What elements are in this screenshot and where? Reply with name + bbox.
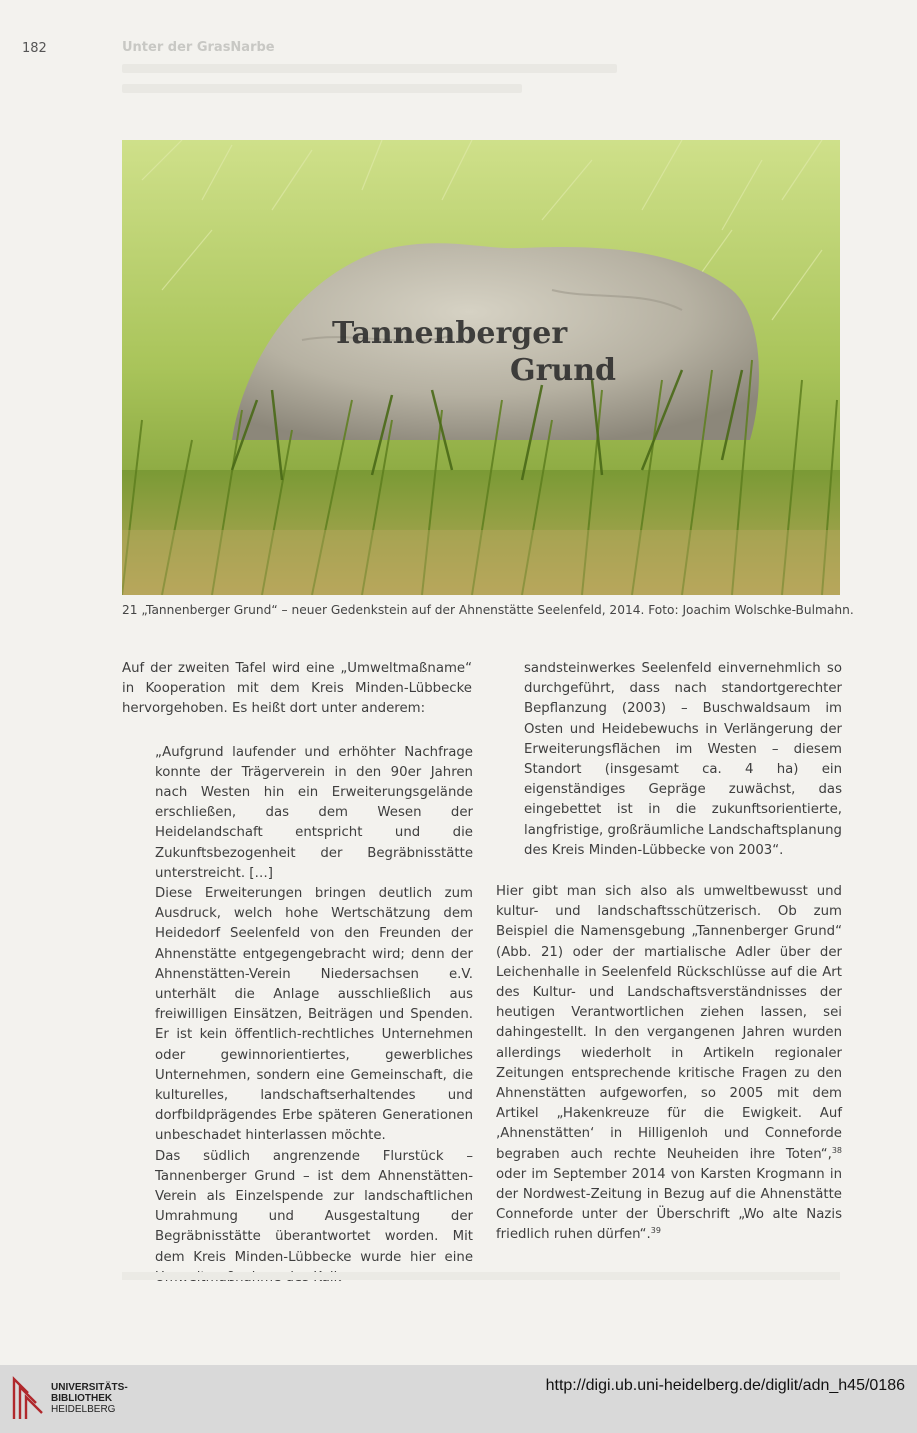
library-name-line: BIBLIOTHEK [51,1393,113,1404]
bleed-through-line [122,1272,840,1280]
library-footer [0,1365,917,1433]
quote-continuation: sandsteinwerkes Seelenfeld einvernehmlich so durchgeführt, dass nach standortgerechter Bepflanzung (2003) – Buschwaldsaum im Osten und Heidebewuchs in Verlängerung der Erweiterungsflächen im Westen – diesem Standort (insgesamt ca. 4 ha) ein eigenständiges Gepräge zuwächst, das eingebettet ist in die zukunftsorientierte, langfristige, großräumliche Landschaftsplanung des Kreis Minden-Lübbecke von 2003“. [524,661,842,858]
quote-paragraph: Das südlich angrenzende Flurstück – Tannenberger Grund – ist dem Ahnenstätten-Verein als Einzelspende zur landschaftlichen Umrahmung und Ausgestaltung der Begräbnisstätte überantwortet worden. Mit dem Kreis Minden-Lübbecke wurde hier eine [155,1148,473,1265]
running-title: Unter der GrasNarbe [122,40,275,55]
quote-paragraph: „Aufgrund laufender und erhöhter Nachfrage konnte der Trägerverein in den 90er Jahren nach Westen hin ein Erweiterungsgelände erschließen, das dem Wesen der Heidelandschaft entspricht und die Zukunftsbezogenheit der Begräbnisstätte unterstreicht. […] [155,744,473,881]
figure-caption: 21 „Tannenberger Grund“ – neuer Gedenkstein auf der Ahnenstätte Seelenfeld, 2014. Foto: Joachim Wolschke-Bulmahn. [122,603,854,617]
page-number: 182 [22,41,47,56]
right-column [496,659,842,1246]
body-text: oder im September 2014 von Karsten Krogmann in der Nordwest-Zeitung in Bezug auf die Ahnenstätte Conneforde unter der Überschrift „Wo alte Nazis friedlich ruhen dürfen“. [496,1166,842,1243]
library-name [51,1382,128,1415]
body-paragraph [496,882,842,1246]
memorial-stone-photo [122,140,840,595]
footnote-ref[interactable]: 38 [831,1145,842,1155]
page-url[interactable]: http://digi.ub.uni-heidelberg.de/diglit/adn_h45/0186 [545,1377,905,1394]
intro-paragraph: Auf der zweiten Tafel wird eine „Umweltmaßname“ in Kooperation mit dem Kreis Minden-Lübbecke hervorgehoben. Es heißt dort unter anderem: [122,661,472,717]
library-name-line: HEIDELBERG [51,1404,116,1415]
stone-inscription-line2: Grund [510,353,617,388]
library-logo-icon [10,1373,46,1421]
footnote-ref[interactable]: 39 [650,1226,661,1236]
bleed-through-line [122,64,617,73]
bleed-through-line [122,84,522,93]
library-name-line: UNIVERSITÄTS- [51,1382,128,1393]
body-text: Hier gibt man sich also als umweltbewusst und kultur- und landschaftsschützerisch. Ob zum Beispiel die Namensgebung „Tannenberger Grund“ (Abb. 21) oder der martialische Adler über der Leichenhalle in Seelenfeld Rückschlüsse auf die Art des Kultur- und Landschaftsverständnisses der heutigen Verantwortlichen ziehen lassen, sei dahingestellt. In den vergangenen Jahren wurden allerdings wiederholt in Artikeln regionaler Zeitungen entsprechende kritische Fragen zu den Ahnenstätten aufgeworfen, so 2005 mit dem Artikel „Hakenkreuze für die Ewigkeit. Auf ‚Ahnenstätten‘ in Hilligenloh und Conneforde begraben auch rechte Neuheiden ihre Toten“, [496,884,842,1162]
quote-paragraph: Diese Erweiterungen bringen deutlich zum Ausdruck, welch hohe Wertschätzung dem Heidedorf Seelenfeld von den Freunden der Ahnenstätte entgegengebracht wird; denn der Ahnenstätten-Verein Niedersachsen e.V. unterhält die Anlage ausschließlich aus freiwilligen Einsätzen, Beiträgen und Spenden. Er ist kein öffentlich-rechtliches Unternehmen oder gewinnorientiertes, gewerbliches Unternehmen, sondern eine Gemeinschaft, die kulturelles, landschaftserhaltendes und dorfbildprägendes Erbe späteren Generationen unbeschadet hinterlassen möchte. [155,886,473,1144]
stone-inscription-line1: Tannenberger [332,316,568,351]
left-column [122,659,472,1288]
